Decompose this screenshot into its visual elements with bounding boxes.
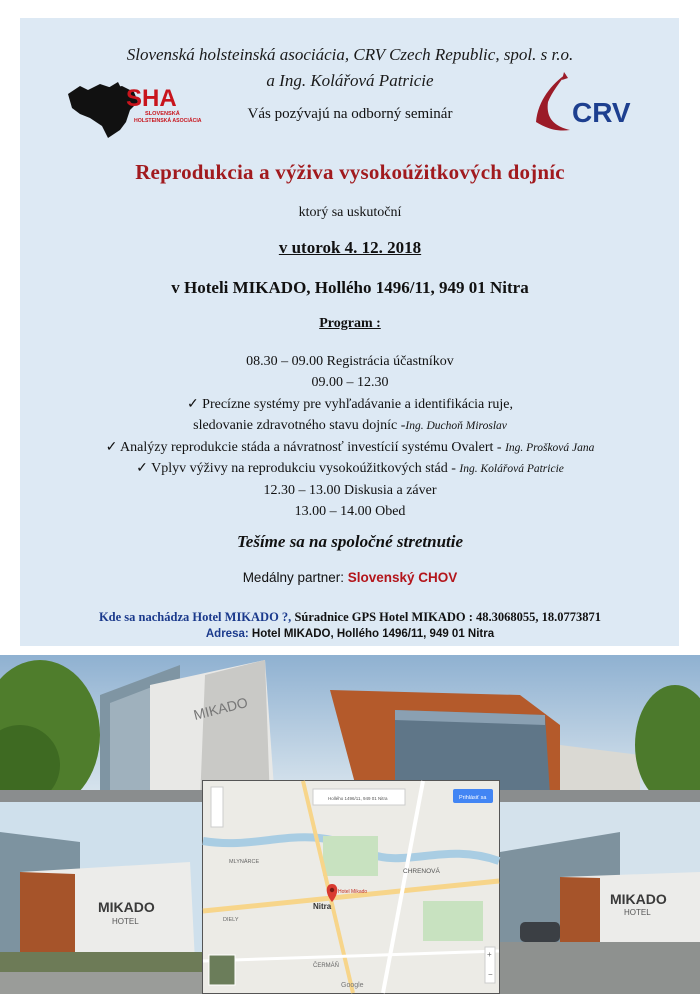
svg-text:CHRENOVÁ: CHRENOVÁ xyxy=(403,868,440,875)
closing-text: Tešíme sa na spoločné stretnutie xyxy=(236,532,464,551)
program-line-3: ✓ Precízne systémy pre vyhľadávanie a identifikácia ruje, xyxy=(186,397,514,412)
hotel-sign-main: MIKADO xyxy=(191,694,250,723)
program-line-4: sledovanie zdravotného stavu dojníc -Ing. Duchoň Miroslav xyxy=(193,418,507,433)
organizers-line-2: a Ing. Kolářová Patricie xyxy=(266,71,434,90)
svg-text:−: − xyxy=(488,970,493,979)
program-label: Program : xyxy=(319,316,381,331)
svg-text:Hotel Mikado: Hotel Mikado xyxy=(338,889,368,895)
svg-text:HOTEL: HOTEL xyxy=(112,917,139,926)
program-line-2: 09.00 – 12.30 xyxy=(311,375,389,390)
program-line-1: 08.30 – 09.00 Registrácia účastníkov xyxy=(246,354,454,369)
event-date: v utorok 4. 12. 2018 xyxy=(278,238,422,257)
event-venue: v Hoteli MIKADO, Hollého 1496/11, 949 01 Nitra xyxy=(171,278,529,297)
svg-text:MLYNÁRCE: MLYNÁRCE xyxy=(229,859,260,865)
svg-text:Prihlásiť sa: Prihlásiť sa xyxy=(459,795,487,801)
speaker-proskova: Ing. Prošková Jana xyxy=(505,442,595,454)
partner-name: Slovenský CHOV xyxy=(347,570,458,585)
speaker-duchon: Ing. Duchoň Miroslav xyxy=(405,420,507,432)
sha-letters: SHA xyxy=(126,85,177,112)
sha-line1: SLOVENSKÁ xyxy=(145,111,180,117)
speaker-kolarova: Ing. Kolářová Patricie xyxy=(459,463,564,475)
location-question: Kde sa nachádza Hotel MIKADO ?, xyxy=(98,610,292,624)
hotel-photo-right xyxy=(500,802,700,994)
hotel-photo-left xyxy=(0,802,202,994)
seminar-title: Reprodukcia a výživa vysokoúžitkových dojníc xyxy=(135,160,565,184)
partner-line: Medálny partner: Slovenský CHOV xyxy=(242,570,458,585)
svg-text:HOTEL: HOTEL xyxy=(624,908,651,917)
invite-text: Vás pozývajú na odborný seminár xyxy=(247,106,453,122)
address-line: Adresa: Hotel MIKADO, Hollého 1496/11, 949 01 Nitra xyxy=(205,628,495,640)
map-brand: Google xyxy=(341,982,364,989)
map-city: Nitra xyxy=(313,902,332,911)
svg-text:DIELY: DIELY xyxy=(223,917,239,923)
hotel-sign-left: MIKADO xyxy=(98,899,155,915)
svg-text:ČERMÁŇ: ČERMÁŇ xyxy=(313,963,340,969)
program-line-8: 13.00 – 14.00 Obed xyxy=(294,504,406,519)
subtitle: ktorý sa uskutoční xyxy=(298,205,402,220)
svg-text:+: + xyxy=(487,950,492,959)
program-line-7: 12.30 – 13.00 Diskusia a záver xyxy=(263,483,437,498)
hotel-sign-right: MIKADO xyxy=(610,891,667,907)
program-line-5: ✓ Analýzy reprodukcie stáda a návratnosť investícií systému Ovalert - Ing. Prošková Jana xyxy=(105,440,595,455)
organizers-line-1: Slovenská holsteinská asociácia, CRV Czech Republic, spol. s r.o. xyxy=(126,45,574,64)
location-map[interactable] xyxy=(202,780,500,994)
program-line-6: ✓ Vplyv výživy na reprodukciu vysokoúžitkových stád - Ing. Kolářová Patricie xyxy=(136,461,564,476)
svg-text:Hollého 1496/11, 949 01 Nitra: Hollého 1496/11, 949 01 Nitra xyxy=(328,796,388,801)
crv-text: CRV xyxy=(572,97,631,128)
crv-logo xyxy=(532,70,642,136)
location-line: Kde sa nachádza Hotel MIKADO ?, Súradnice GPS Hotel MIKADO : 48.3068055, 18.0773871 xyxy=(98,610,602,624)
sha-line2: HOLSTEINSKÁ ASOCIÁCIA xyxy=(134,118,202,124)
